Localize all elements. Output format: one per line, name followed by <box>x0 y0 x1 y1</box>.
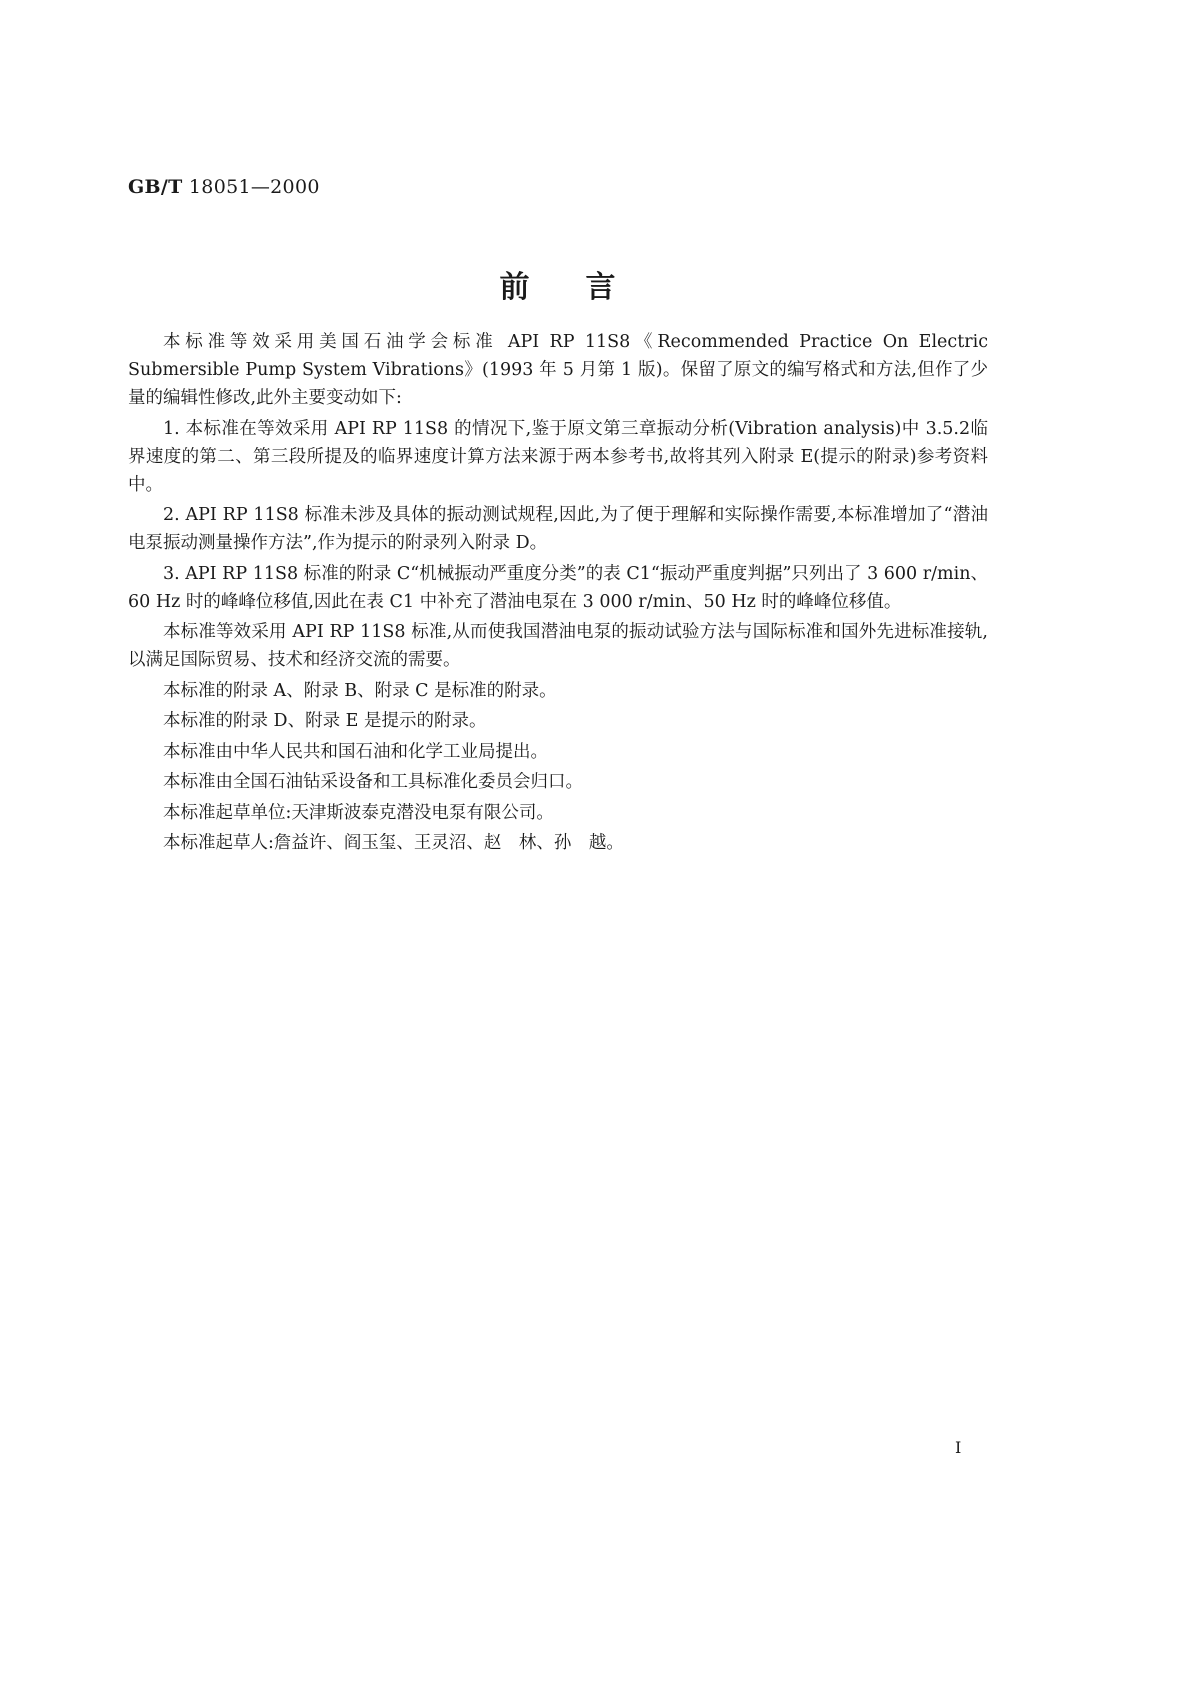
paragraph-proposer: 本标准由中华人民共和国石油和化学工业局提出。 <box>163 741 548 762</box>
document-header <box>128 176 320 198</box>
foreword-body <box>128 328 988 860</box>
standard-code: GB/T <box>128 176 183 198</box>
standard-number: 18051—2000 <box>188 176 320 198</box>
paragraph-change-3: 3. API RP 11S8 标准的附录 C“机械振动严重度分类”的表 C1“振动严重度判据”只列出了 3 600 r/min、60 Hz 时的峰峰位移值,因此在表 C1 中补充了潜油电泵在 3 000 r/min、50 Hz 时的峰峰位移值。 <box>128 563 988 612</box>
paragraph-normative-annexes: 本标准的附录 A、附录 B、附录 C 是标准的附录。 <box>163 680 557 701</box>
paragraph-intro: 本标准等效采用美国石油学会标准 API RP 11S8《Recommended Practice On Electric Submersible Pump System Vibrations》(1993 年 5 月第 1 版)。保留了原文的编写格式和方法,但作了少量的编辑性修改,此外主要变动如下: <box>128 332 988 408</box>
page-number: I <box>955 1438 962 1457</box>
paragraph-drafters: 本标准起草人:詹益许、阎玉玺、王灵沼、赵 林、孙 越。 <box>163 833 624 853</box>
paragraph-change-1: 1. 本标准在等效采用 API RP 11S8 的情况下,鉴于原文第三章振动分析(Vibration analysis)中 3.5.2临界速度的第二、第三段所提及的临界速度计算方法来源于两本参考书,故将其列入附录 E(提示的附录)参考资料中。 <box>128 418 988 495</box>
paragraph-purpose: 本标准等效采用 API RP 11S8 标准,从而使我国潜油电泵的振动试验方法与国际标准和国外先进标准接轨,以满足国际贸易、技术和经济交流的需要。 <box>128 622 988 670</box>
page-title <box>0 262 1115 306</box>
paragraph-committee: 本标准由全国石油钻采设备和工具标准化委员会归口。 <box>163 772 583 792</box>
page-title-text: 前言 <box>499 270 672 305</box>
paragraph-drafting-unit: 本标准起草单位:天津斯波泰克潜没电泵有限公司。 <box>163 802 554 823</box>
paragraph-change-2: 2. API RP 11S8 标准未涉及具体的振动测试规程,因此,为了便于理解和实际操作需要,本标准增加了“潜油电泵振动测量操作方法”,作为提示的附录列入附录 D。 <box>128 505 988 553</box>
paragraph-informative-annexes: 本标准的附录 D、附录 E 是提示的附录。 <box>163 711 487 731</box>
